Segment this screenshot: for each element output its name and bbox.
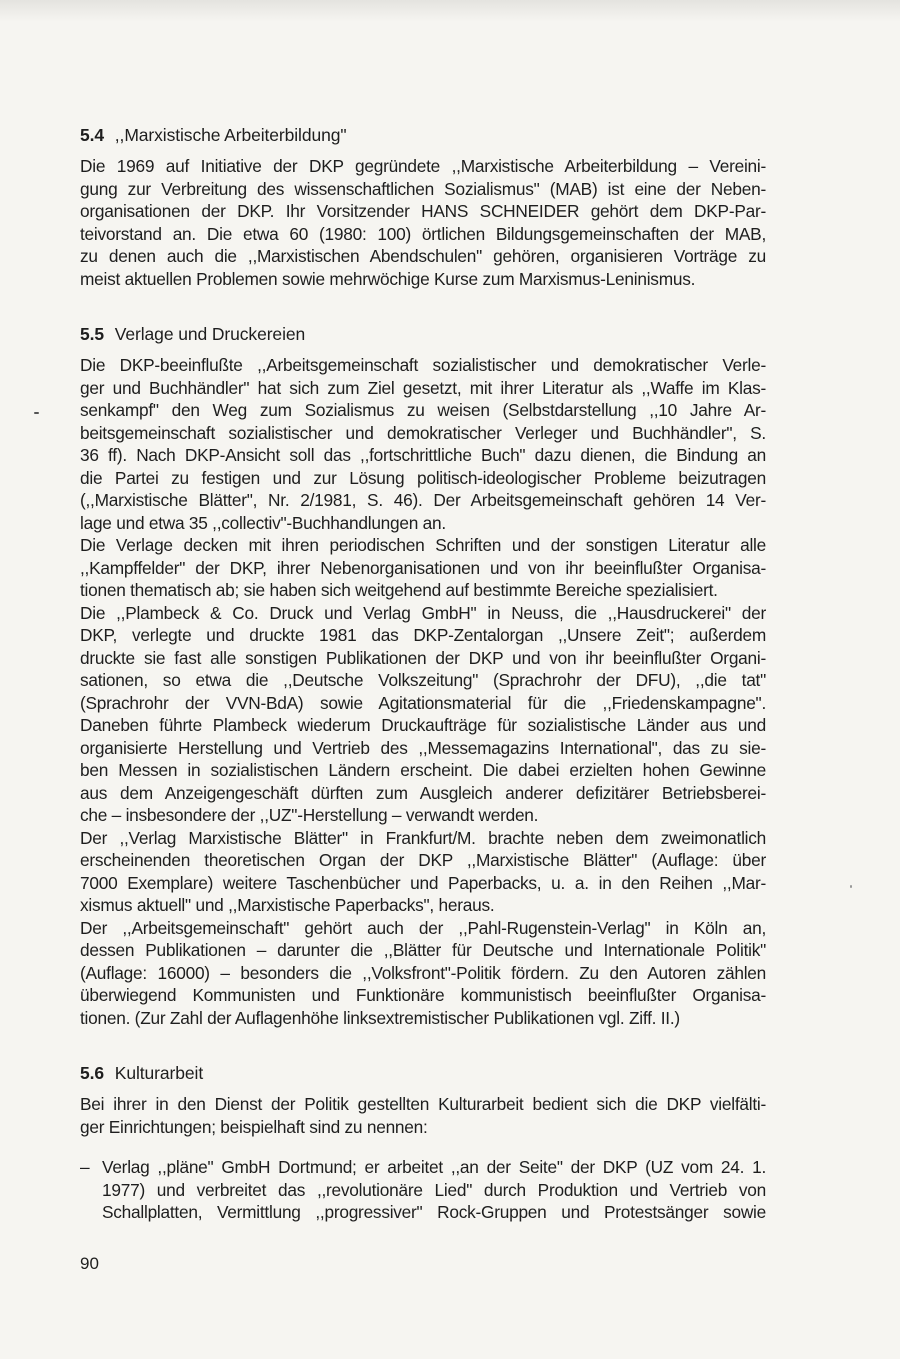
text-line: xismus aktuell" und ,,Marxistische Paperbacks", heraus. — [80, 895, 495, 915]
section-number: 5.5 — [80, 324, 105, 344]
section-heading — [80, 123, 766, 147]
text-line: Daneben führte Plambeck wiederum Druckaufträge für sozialistische Länder aus und — [80, 715, 766, 735]
scan-top-edge — [0, 0, 900, 22]
text-line: ben Messen in sozialistischen Ländern erscheint. Die dabei erzielten hohen Gewinne — [80, 760, 766, 780]
text-line: Der ,,Arbeitsgemeinschaft" gehört auch der ,,Pahl-Rugenstein-Verlag" in Köln an, — [80, 917, 766, 938]
paragraph — [80, 602, 766, 827]
text-line: überwiegend Kommunisten und Funktionäre kommunistisch beeinflußter Organisa- — [80, 985, 766, 1005]
section-title: Kulturarbeit — [114, 1063, 204, 1083]
text-line: Die ,,Plambeck & Co. Druck und Verlag GmbH" in Neuss, die ,,Hausdruckerei" der — [80, 602, 766, 623]
text-line: (Sprachrohr der VVN-BdA) sowie Agitationsmaterial für die ,,Friedenskampagne". — [80, 692, 766, 713]
text-line: (Auflage: 16000) – besonders die ,,Volksfront"-Politik fördern. Zu den Autoren zählen — [80, 962, 766, 983]
section-5-5 — [80, 322, 766, 1029]
text-line: ,,Kampffelder" der DKP, ihrer Nebenorganisationen und von ihr beeinflußter Organisa- — [80, 557, 766, 578]
text-line: tionen. (Zur Zahl der Auflagenhöhe linksextremistischer Publikationen vgl. Ziff. II.) — [80, 1007, 680, 1028]
section-heading — [80, 322, 766, 346]
text-line: che – insbesondere der ,,UZ"-Herstellung – verwandt werden. — [80, 805, 539, 825]
paragraph — [80, 1093, 766, 1138]
page-number: 90 — [80, 1254, 99, 1273]
section-number: 5.6 — [80, 1063, 105, 1083]
section-title: Verlage und Druckereien — [114, 324, 306, 344]
text-line: teivorstand an. Die etwa 60 (1980: 100) örtlichen Bildungsgemeinschaften der MAB, — [80, 223, 766, 244]
text-line: gung zur Verbreitung des wissenschaftlichen Sozialismus" (MAB) ist eine der Neben- — [80, 178, 766, 199]
text-line: Der ,,Verlag Marxistische Blätter" in Frankfurt/M. brachte neben dem zweimonatlich — [80, 827, 766, 848]
text-line: Bei ihrer in den Dienst der Politik gestellten Kulturarbeit bedient sich die DKP vielfälti- — [80, 1094, 766, 1114]
paragraph — [80, 155, 766, 290]
section-number: 5.4 — [80, 125, 105, 145]
section-heading — [80, 1061, 766, 1085]
text-line: lage und etwa 35 ,,collectiv"-Buchhandlungen an. — [80, 512, 446, 533]
scan-speck — [850, 885, 852, 888]
text-line: 7000 Exemplare) weitere Taschenbücher und Paperbacks, u. a. in den Reihen ,,Mar- — [80, 872, 766, 893]
paragraph — [80, 827, 766, 917]
section-title: ,,Marxistische Arbeiterbildung" — [114, 125, 347, 145]
text-line: Verlag ,,pläne" GmbH Dortmund; er arbeitet ,,an der Seite" der DKP (UZ vom 24. 1. — [102, 1157, 766, 1177]
document-page — [80, 123, 766, 1224]
text-line: DKP, verlegte und druckte 1981 das DKP-Zentalorgan ,,Unsere Zeit"; außerdem — [80, 625, 766, 645]
list-item — [80, 1156, 766, 1224]
text-line: ger und Buchhändler" hat sich zum Ziel gesetzt, mit ihrer Literatur als ,,Waffe im Klas- — [80, 377, 766, 398]
text-line: beitsgemeinschaft sozialistischer und demokratischer Verleger und Buchhändler", S. — [80, 422, 766, 443]
paragraph — [80, 534, 766, 602]
paragraph — [80, 917, 766, 1030]
text-line: organisierte Herstellung und Vertrieb des ,,Messemagazins International", das zu sie- — [80, 737, 766, 758]
text-line: organisationen der DKP. Ihr Vorsitzender HANS SCHNEIDER gehört dem DKP-Par- — [80, 201, 766, 221]
text-line: meist aktuellen Problemen sowie mehrwöchige Kurse zum Marxismus-Leninismus. — [80, 268, 696, 289]
text-line: dessen Publikationen – darunter die ,,Blätter für Deutsche und Internationale Politik" — [80, 940, 766, 960]
text-line: senkampf" den Weg zum Sozialismus zu weisen (Selbstdarstellung ,,10 Jahre Ar- — [80, 400, 766, 420]
text-line: Schallplatten, Vermittlung ,,progressiver" Rock-Gruppen und Protestsänger sowie — [102, 1202, 766, 1222]
text-line: erscheinenden theoretischen Organ der DKP ,,Marxistische Blätter" (Auflage: über — [80, 850, 766, 870]
text-line: Die Verlage decken mit ihren periodischen Schriften und der sonstigen Literatur alle — [80, 535, 766, 555]
text-line: aus dem Anzeigengeschäft dürften zum Ausgleich anderer defizitärer Betriebsberei- — [80, 782, 766, 803]
text-line: die Partei zu festigen und zur Lösung politisch-ideologischer Probleme beizutragen — [80, 467, 766, 488]
text-line: Die DKP-beeinflußte ,,Arbeitsgemeinschaft sozialistischer und demokratischer Verle- — [80, 355, 766, 375]
text-line: tionen thematisch ab; sie haben sich weitgehend auf bestimmte Bereiche spezialisiert. — [80, 580, 718, 600]
section-5-4 — [80, 123, 766, 290]
text-line: zu denen auch die ,,Marxistischen Abendschulen" gehören, organisieren Vorträge zu — [80, 246, 766, 266]
text-line: 36 ff). Nach DKP-Ansicht soll das ,,fortschrittliche Buch" dazu dienen, die Bindung an — [80, 445, 766, 465]
section-5-6 — [80, 1061, 766, 1224]
scan-speck — [34, 412, 39, 414]
text-line: ger Einrichtungen; beispielhaft sind zu nennen: — [80, 1116, 428, 1137]
text-line: Die 1969 auf Initiative der DKP gegründete ,,Marxistische Arbeiterbildung – Vereini- — [80, 156, 766, 176]
text-line: druckte sie fast alle sonstigen Publikationen der DKP und von ihr beeinflußter Organi- — [80, 647, 766, 668]
list-dash: – — [80, 1157, 90, 1177]
text-line: sationen, so etwa die ,,Deutsche Volkszeitung" (Sprachrohr der DFU), ,,die tat" — [80, 670, 766, 690]
text-line: (,,Marxistische Blätter", Nr. 2/1981, S. 46). Der Arbeitsgemeinschaft gehören 14 Ver- — [80, 490, 766, 510]
text-line: 1977) und verbreitet das ,,revolutionäre Lied" durch Produktion und Vertrieb von — [102, 1179, 766, 1200]
paragraph — [80, 354, 766, 534]
